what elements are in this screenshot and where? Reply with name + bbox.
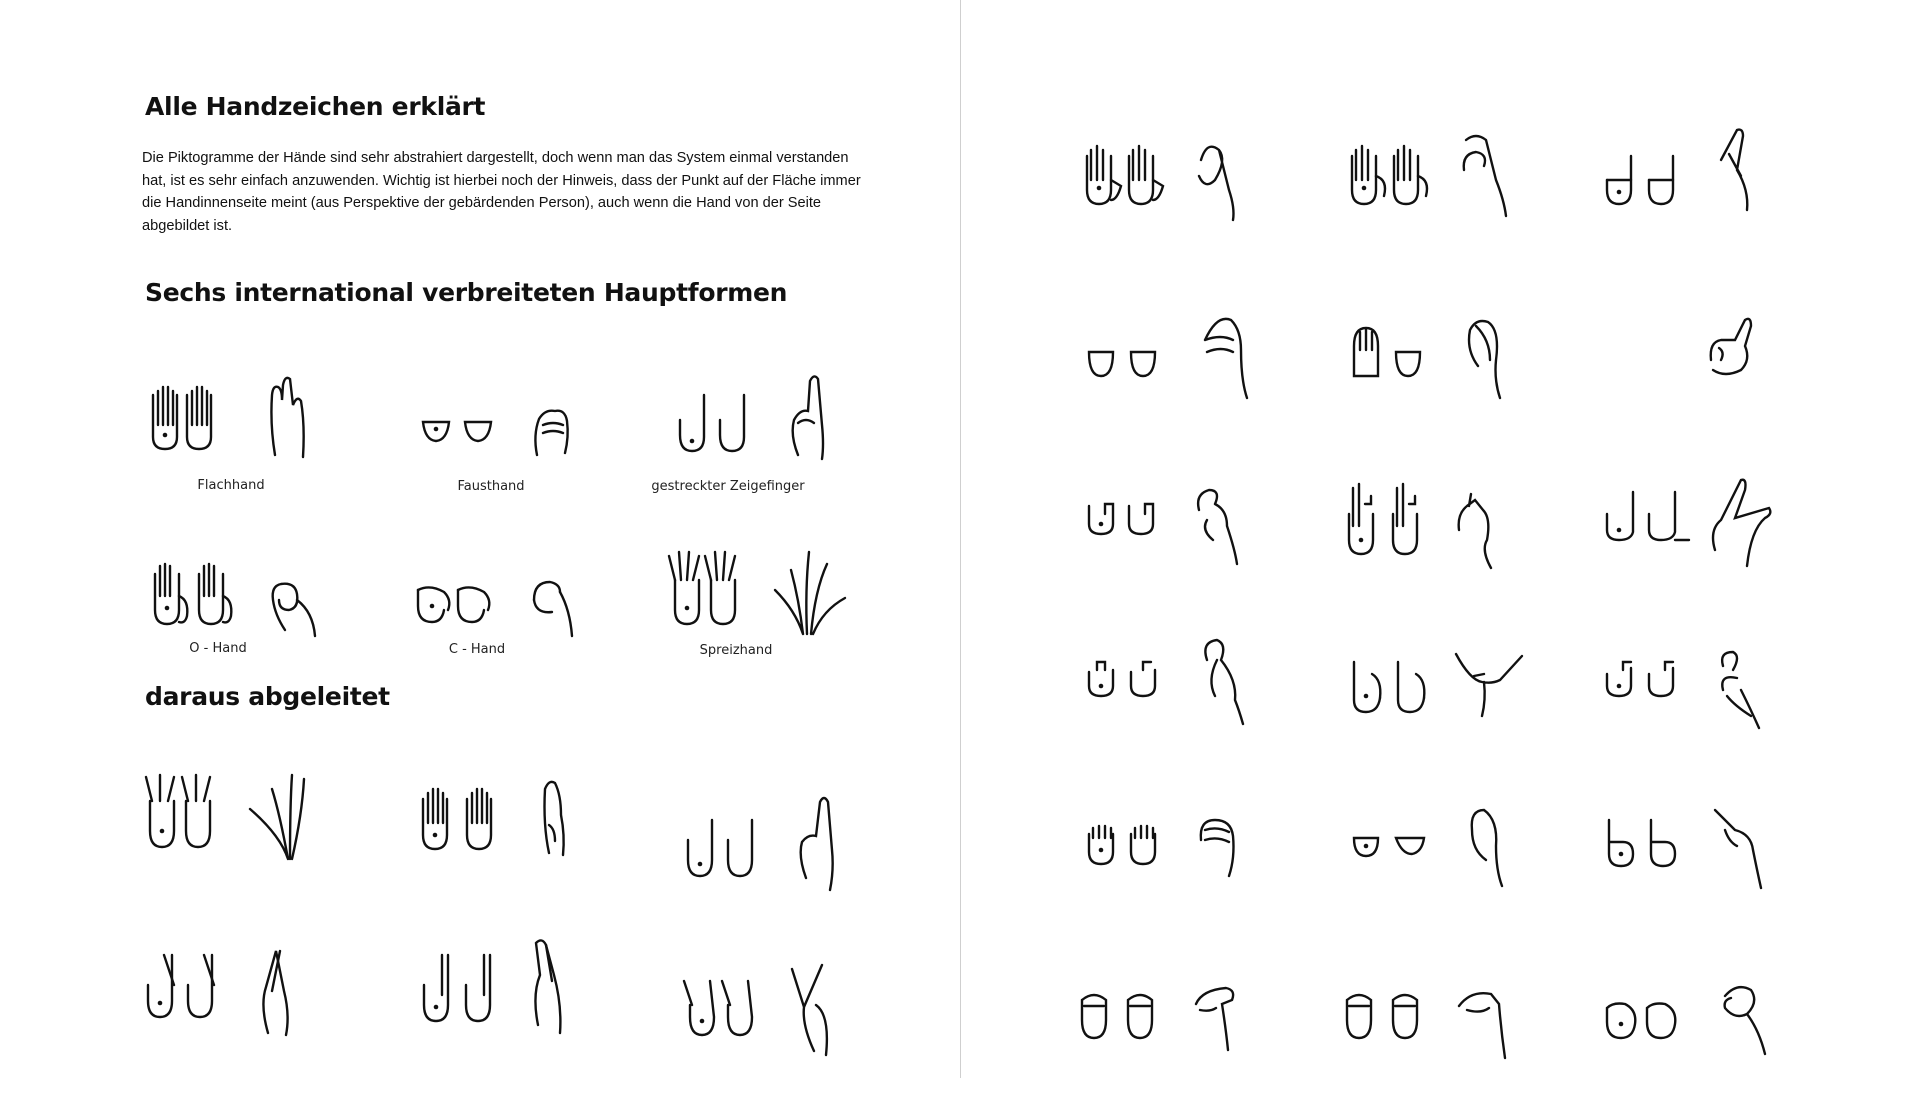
index-finger-icon	[672, 365, 882, 475]
c-hand-variant-icon	[1346, 120, 1556, 230]
four-finger-flat-icon	[415, 765, 625, 875]
derived-sign-5	[420, 935, 630, 1095]
sign-o-hand	[145, 540, 355, 700]
pointing-up-icon	[680, 790, 890, 900]
sign-r6-c3	[1601, 960, 1811, 1120]
index-bent-hook-icon	[1601, 630, 1811, 740]
derived-sign-3	[680, 790, 890, 950]
v-hand-icon	[680, 955, 890, 1065]
index-thumb-icon	[1601, 120, 1811, 230]
derived-sign-4	[140, 935, 350, 1095]
sign-r2-c2	[1346, 300, 1556, 460]
sign-r3-c3	[1601, 470, 1811, 630]
grasp-hand-icon	[1346, 300, 1556, 410]
thumbs-up-icon	[1601, 300, 1811, 410]
sign-zeigefinger	[672, 365, 882, 525]
sign-r4-c1	[1081, 630, 1291, 790]
hooked-index-icon	[1081, 470, 1291, 580]
sign-r5-c1	[1081, 790, 1291, 950]
spread-hand-icon	[665, 540, 875, 650]
flat-angled-icon	[1341, 960, 1551, 1070]
bent-index-icon	[1601, 790, 1811, 900]
sign-fausthand	[415, 365, 625, 525]
intro-paragraph: Die Piktogramme der Hände sind sehr abstrahiert dargestellt, doch wenn man das System einmal verstanden hat, ist es sehr einfach anzuwenden. Wichtig ist hierbei noch der Hinweis, dass der Punkt auf der Fläche immer die Handinnenseite meint (aus Perspektive der gebärdenden Person), auch wenn die Hand von der Seite abgebildet ist.	[142, 150, 861, 234]
sign-r4-c2	[1346, 630, 1556, 790]
caption-zeigefinger: gestreckter Zeigefinger	[651, 479, 805, 494]
o-hand-closed-icon	[1601, 960, 1811, 1070]
derived-sign-1	[140, 765, 350, 925]
flat-bent-icon	[1076, 960, 1286, 1070]
fist-hand-icon	[415, 365, 625, 475]
sign-r4-c3	[1601, 630, 1811, 790]
sign-r3-c2	[1341, 470, 1551, 630]
derived-sign-6	[680, 955, 890, 1115]
right-page	[961, 0, 1920, 1078]
o-hand-variant-icon	[1081, 120, 1291, 230]
closed-grip-icon	[1346, 790, 1556, 900]
caption-o-hand: O - Hand	[189, 641, 247, 656]
sign-r3-c1	[1081, 470, 1291, 630]
sign-c-hand	[410, 540, 620, 700]
l-hand-icon	[1601, 470, 1811, 580]
caption-c-hand: C - Hand	[448, 642, 506, 657]
three-finger-spread-icon	[140, 765, 350, 875]
sign-r1-c3	[1601, 120, 1811, 280]
sign-flachhand	[145, 365, 355, 525]
crossed-fingers-icon	[140, 935, 350, 1045]
main-forms-heading: Sechs international verbreiteten Hauptformen	[145, 278, 788, 307]
crossed-hook-icon	[1081, 630, 1291, 740]
sign-r5-c2	[1346, 790, 1556, 950]
fist-bent-icon	[1081, 790, 1291, 900]
sign-r2-c1	[1081, 300, 1291, 460]
caption-fausthand: Fausthand	[457, 479, 525, 494]
caption-flachhand: Flachhand	[197, 478, 265, 493]
o-hand-icon	[145, 540, 355, 650]
derived-heading: daraus abgeleitet	[145, 682, 390, 711]
sign-r6-c1	[1076, 960, 1286, 1120]
page-title: Alle Handzeichen erklärt	[145, 92, 486, 121]
c-hand-icon	[410, 540, 620, 650]
sign-spreizhand	[665, 540, 875, 700]
bent-fingers-icon	[1341, 470, 1551, 580]
left-page	[0, 0, 960, 1078]
sign-r5-c3	[1601, 790, 1811, 950]
derived-sign-2	[415, 765, 625, 925]
flat-hand-icon	[145, 365, 355, 475]
bent-flat-hand-icon	[1081, 300, 1291, 410]
y-hand-icon	[1346, 630, 1556, 740]
two-fingers-together-icon	[420, 935, 630, 1045]
sign-r1-c2	[1346, 120, 1556, 280]
sign-r2-c3	[1601, 300, 1811, 460]
caption-spreizhand: Spreizhand	[699, 643, 773, 658]
sign-r6-c2	[1341, 960, 1551, 1120]
sign-r1-c1	[1081, 120, 1291, 280]
